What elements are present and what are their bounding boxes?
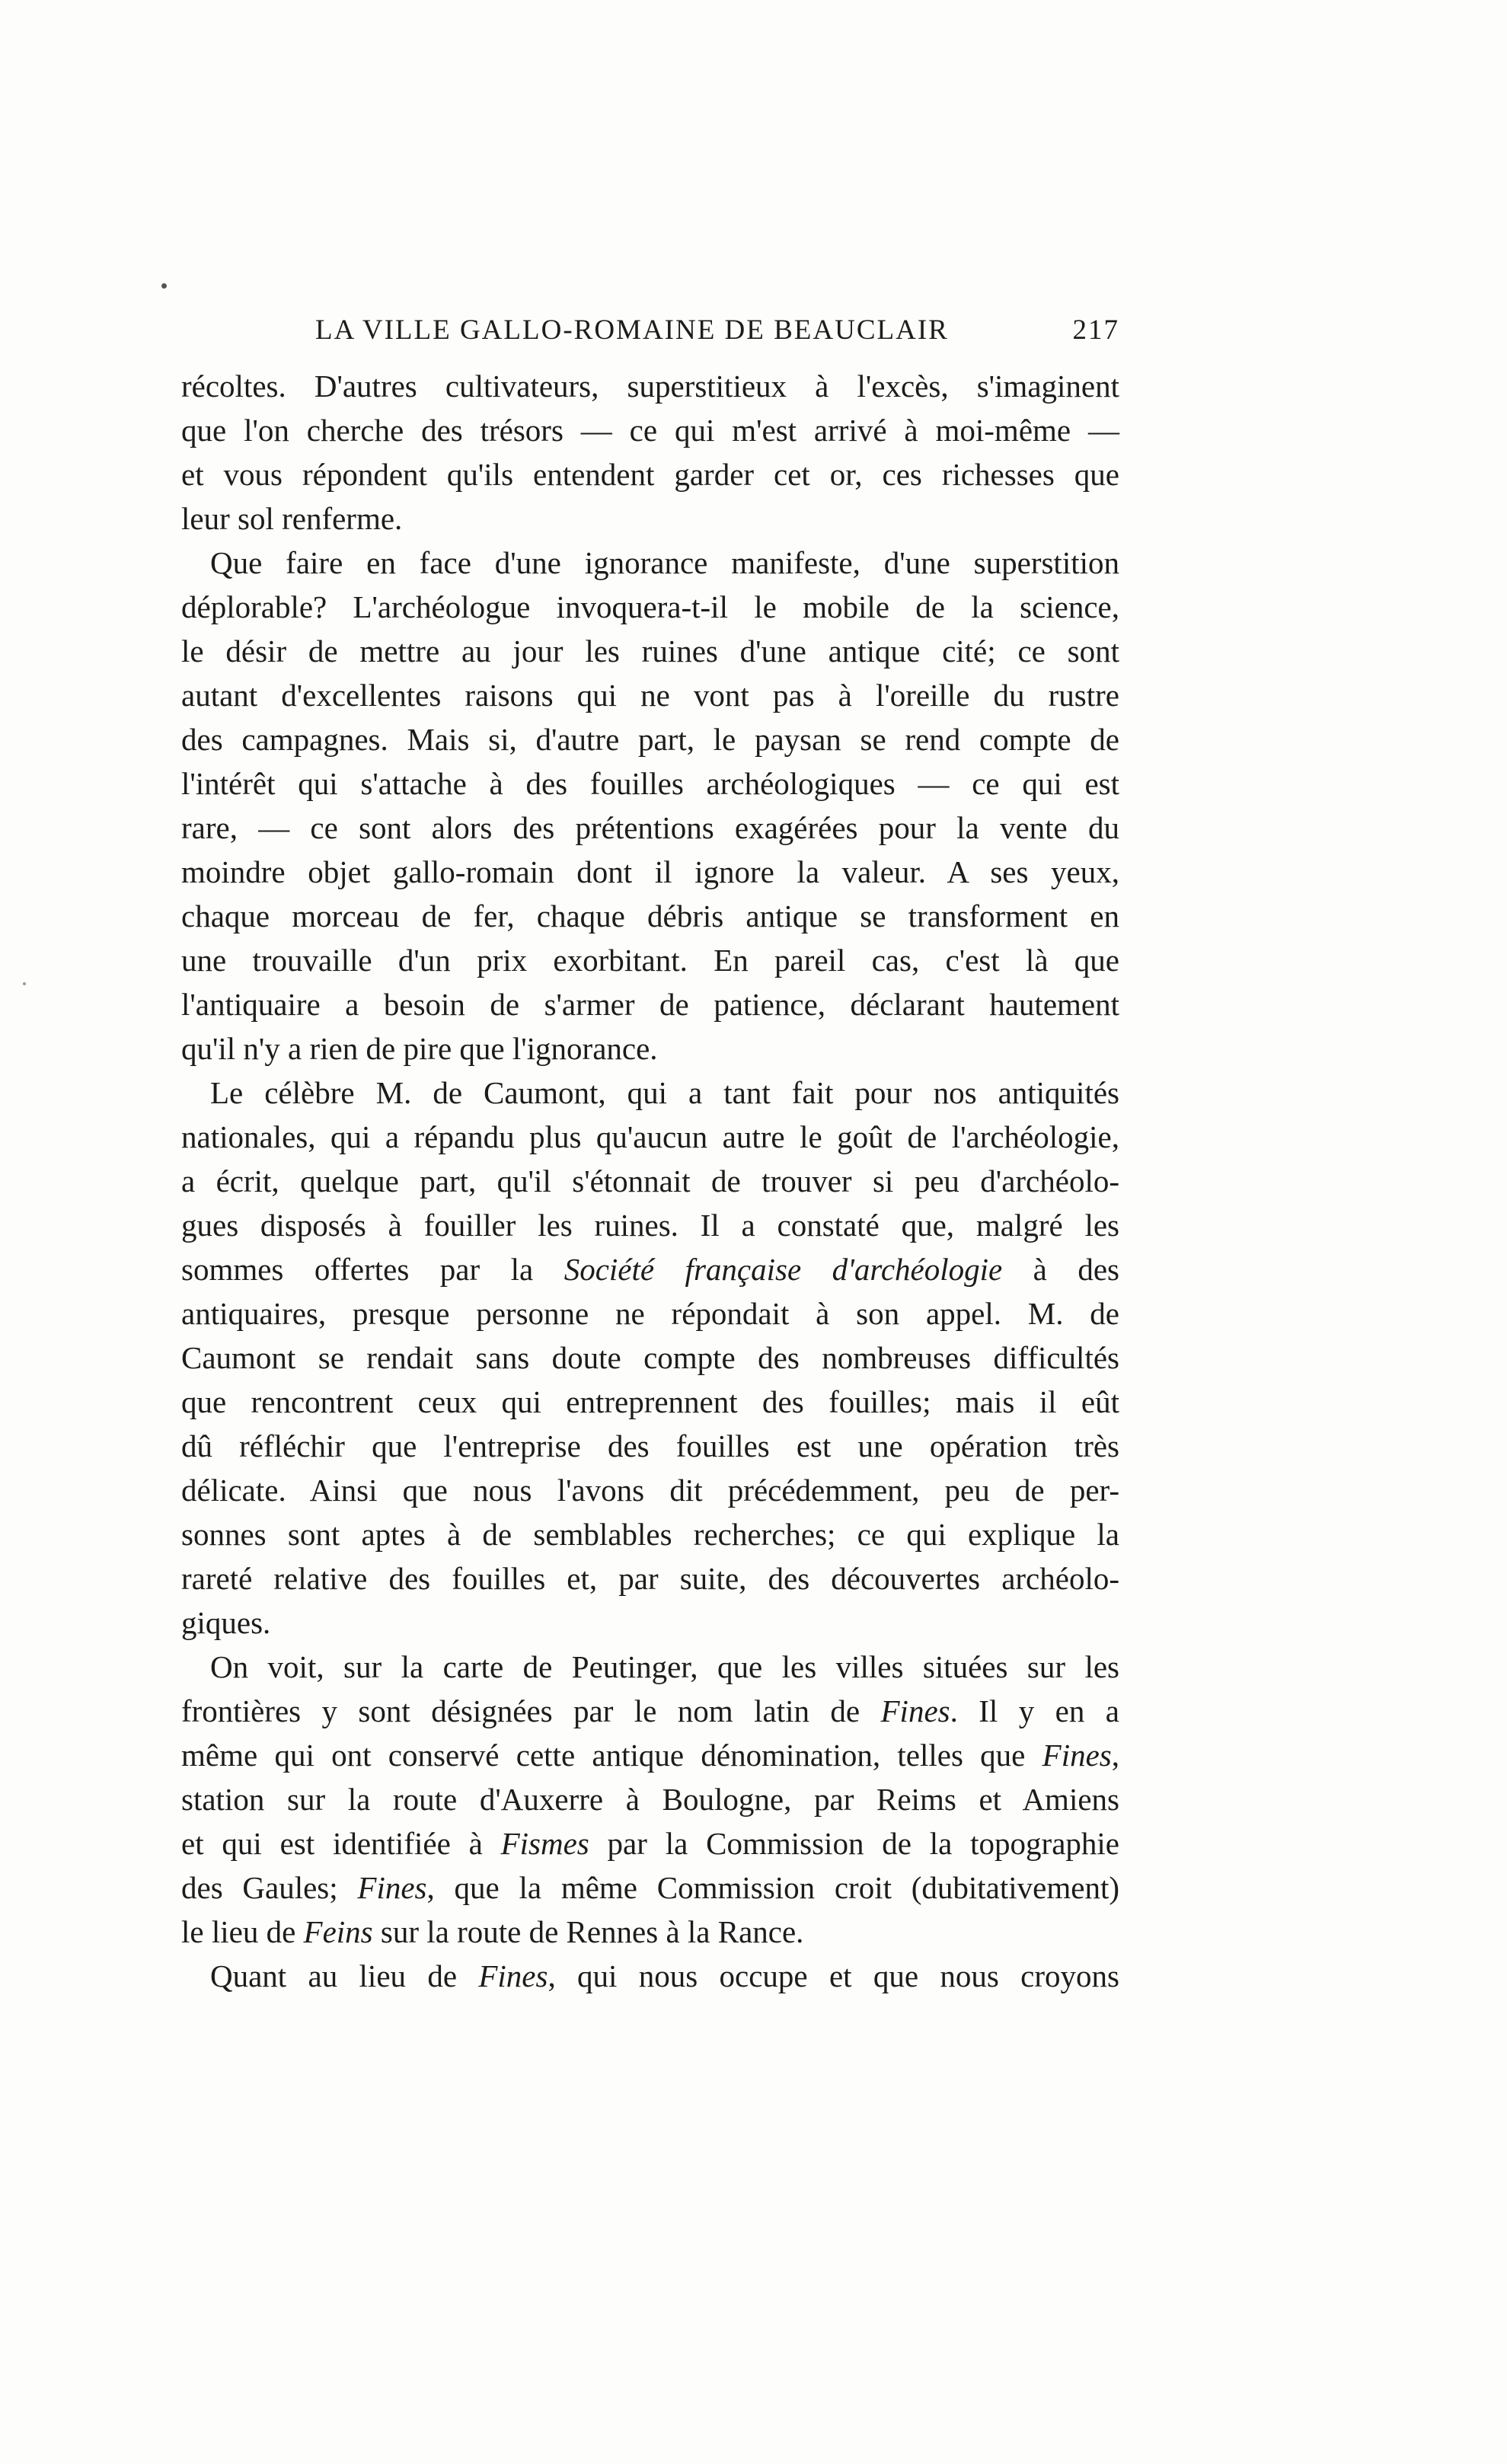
text-line: sonnes sont aptes à de semblables recherches; ce qui explique la bbox=[181, 1517, 1119, 1552]
text-line: rareté relative des fouilles et, par suite, des découvertes archéolo- bbox=[181, 1561, 1119, 1596]
page-header bbox=[181, 314, 1119, 359]
text-line: récoltes. D'autres cultivateurs, superstitieux à l'excès, s'imaginent bbox=[181, 369, 1119, 404]
text-line: des campagnes. Mais si, d'autre part, le paysan se rend compte de bbox=[181, 722, 1119, 757]
text-line: l'antiquaire a besoin de s'armer de patience, déclarant hautement bbox=[181, 987, 1119, 1022]
paragraph-2 bbox=[181, 541, 1119, 1071]
text-line: frontières y sont désignées par le nom latin de Fines. Il y en a bbox=[181, 1693, 1119, 1728]
paragraph-5 bbox=[181, 1954, 1119, 1998]
text-line: que rencontrent ceux qui entreprennent des fouilles; mais il eût bbox=[181, 1384, 1119, 1419]
text-line: Caumont se rendait sans doute compte des nombreuses difficultés bbox=[181, 1340, 1119, 1375]
paragraph-3 bbox=[181, 1071, 1119, 1645]
text-line: autant d'excellentes raisons qui ne vont pas à l'oreille du rustre bbox=[181, 678, 1119, 713]
paragraph-4 bbox=[181, 1645, 1119, 1954]
text-line: Que faire en face d'une ignorance manifeste, d'une superstition bbox=[210, 545, 1119, 580]
paragraph-1 bbox=[181, 364, 1119, 541]
running-title: LA VILLE GALLO-ROMAINE DE BEAUCLAIR bbox=[315, 314, 949, 346]
text-line: sommes offertes par la Société française d'archéologie à des bbox=[181, 1252, 1120, 1287]
text-line: Le célèbre M. de Caumont, qui a tant fait pour nos antiquités bbox=[210, 1075, 1119, 1110]
text-line: Quant au lieu de Fines, qui nous occupe et que nous croyons bbox=[210, 1958, 1119, 1993]
text-line: et qui est identifiée à Fismes par la Commission de la topographie bbox=[181, 1826, 1119, 1861]
text-line: qu'il n'y a rien de pire que l'ignorance. bbox=[181, 1031, 658, 1066]
text-line: dû réfléchir que l'entreprise des fouilles est une opération très bbox=[181, 1428, 1119, 1463]
text-line: On voit, sur la carte de Peutinger, que les villes situées sur les bbox=[210, 1649, 1119, 1684]
text-line: a écrit, quelque part, qu'il s'étonnait de trouver si peu d'archéolo- bbox=[181, 1163, 1119, 1198]
page-number: 217 bbox=[1072, 314, 1119, 346]
text-line: leur sol renferme. bbox=[181, 501, 403, 536]
text-line: giques. bbox=[181, 1605, 271, 1640]
text-line: même qui ont conservé cette antique dénomination, telles que Fines, bbox=[181, 1738, 1119, 1773]
text-line: le lieu de Feins sur la route de Rennes à la Rance. bbox=[181, 1914, 804, 1949]
text-line: station sur la route d'Auxerre à Boulogne, par Reims et Amiens bbox=[181, 1782, 1119, 1817]
text-line: une trouvaille d'un prix exorbitant. En pareil cas, c'est là que bbox=[181, 943, 1119, 978]
text-line: antiquaires, presque personne ne répondait à son appel. M. de bbox=[181, 1296, 1119, 1331]
text-line: rare, — ce sont alors des prétentions exagérées pour la vente du bbox=[181, 810, 1119, 845]
text-line: l'intérêt qui s'attache à des fouilles archéologiques — ce qui est bbox=[181, 766, 1119, 801]
text-line: moindre objet gallo-romain dont il ignore la valeur. A ses yeux, bbox=[181, 854, 1119, 889]
text-line: et vous répondent qu'ils entendent garder cet or, ces richesses que bbox=[181, 457, 1119, 492]
ink-speck bbox=[161, 283, 167, 289]
text-line: que l'on cherche des trésors — ce qui m'est arrivé à moi-même — bbox=[181, 413, 1119, 448]
text-line: gues disposés à fouiller les ruines. Il a constaté que, malgré les bbox=[181, 1208, 1119, 1243]
ink-speck bbox=[23, 982, 26, 985]
text-line: déplorable? L'archéologue invoquera-t-il le mobile de la science, bbox=[181, 589, 1119, 624]
body-text bbox=[181, 364, 1119, 1998]
text-line: des Gaules; Fines, que la même Commission croit (dubitativement) bbox=[181, 1870, 1119, 1905]
text-line: nationales, qui a répandu plus qu'aucun autre le goût de l'archéologie, bbox=[181, 1119, 1119, 1154]
text-line: délicate. Ainsi que nous l'avons dit précédemment, peu de per- bbox=[181, 1473, 1119, 1508]
text-line: le désir de mettre au jour les ruines d'une antique cité; ce sont bbox=[181, 634, 1119, 669]
text-line: chaque morceau de fer, chaque débris antique se transforment en bbox=[181, 898, 1119, 934]
